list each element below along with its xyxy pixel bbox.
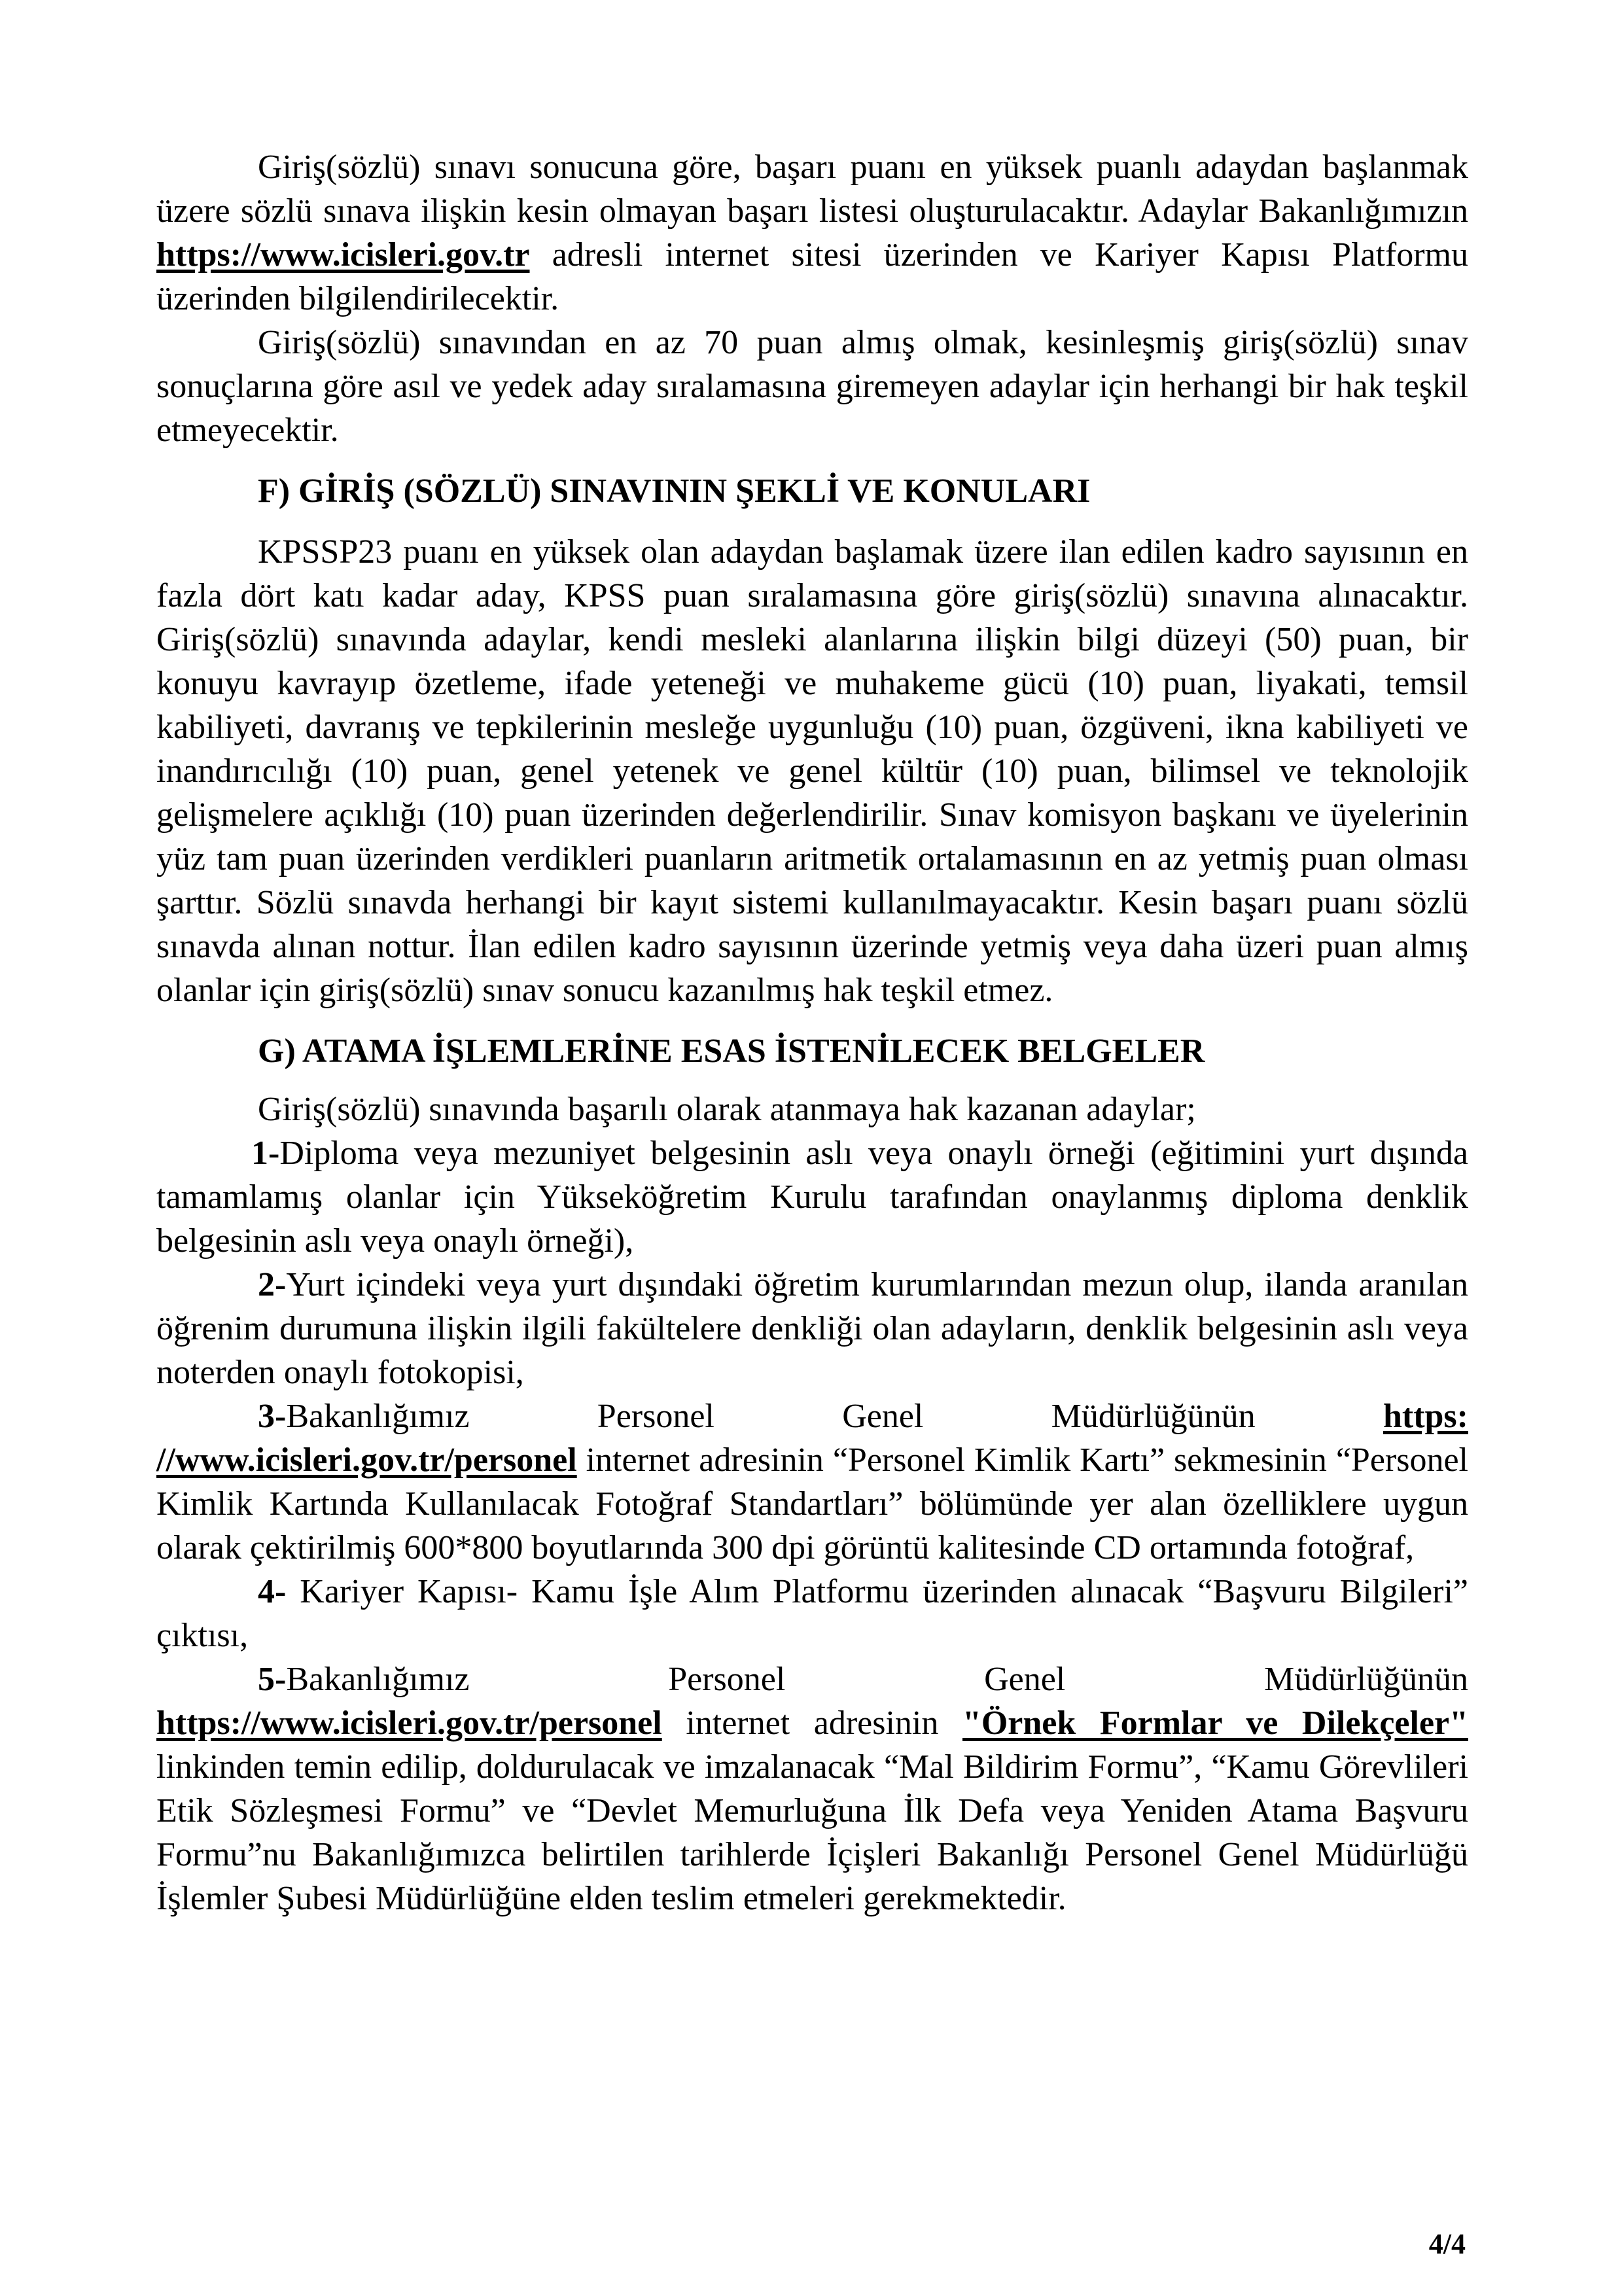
list-item-1 bbox=[156, 1131, 1468, 1263]
list-item-3 bbox=[156, 1394, 1468, 1570]
item-word: Bakanlığımız bbox=[286, 1661, 470, 1698]
list-item-4 bbox=[156, 1570, 1468, 1657]
item-number: 2- bbox=[258, 1266, 287, 1303]
item-text: Yurt içindeki veya yurt dışındaki öğretim kurumlarından mezun olup, ilanda aranılan öğrenim durumuna ilişkin ilgili fakültelere denkliği olan adayların, denklik belgesinin aslı veya noterden onaylı fotokopisi, bbox=[156, 1266, 1468, 1391]
item-text: Diploma veya mezuniyet belgesinin aslı veya onaylı örneği (eğitimini yurt dışında tamamlamış olanlar için Yükseköğretim Kurulu tarafından onaylanmış diploma denklik belgesinin aslı veya onaylı örneği), bbox=[156, 1135, 1468, 1260]
item-text: linkinden temin edilip, doldurulacak ve imzalanacak “Mal Bildirim Formu”, “Kamu Görevlileri Etik Sözleşmesi Formu” ve “Devlet Memurluğuna İlk Defa veya Yeniden Atama Başvuru Formu”nu Bakanlığımızca belirtilen tarihlerde İçişleri Bakanlığı Personel Genel Müdürlüğü İşlemler Şubesi Müdürlüğüne elden teslim etmeleri gerekmektedir. bbox=[156, 1748, 1468, 1917]
paragraph-intro-documents: Giriş(sözlü) sınavında başarılı olarak atanmaya hak kazanan adaylar; bbox=[258, 1091, 1196, 1128]
item-word: Müdürlüğünün bbox=[1263, 1661, 1468, 1698]
item-text: Kariyer Kapısı- Kamu İşle Alım Platformu üzerinden alınacak “Başvuru Bilgileri” çıktısı, bbox=[156, 1573, 1468, 1654]
item-word: Personel bbox=[597, 1398, 714, 1435]
item-word: Müdürlüğünün bbox=[1051, 1398, 1256, 1435]
item-number: 5- bbox=[258, 1661, 287, 1698]
item-text: internet adresinin bbox=[661, 1704, 962, 1742]
personel-link-part1[interactable]: https: bbox=[1383, 1398, 1468, 1435]
paragraph-text: adresli internet sitesi üzerinden ve Kariyer Kapısı Platformu üzerinden bilgilendirilecektir. bbox=[156, 236, 1468, 317]
heading-section-g: G) ATAMA İŞLEMLERİNE ESAS İSTENİLECEK BELGELER bbox=[258, 1033, 1205, 1070]
paragraph-exam-format: KPSSP23 puanı en yüksek olan adaydan başlamak üzere ilan edilen kadro sayısının en fazla dört katı kadar aday, KPSS puan sıralamasına göre giriş(sözlü) sınavına alınacaktır. Giriş(sözlü) sınavında adaylar, kendi mesleki alanlarına ilişkin bilgi düzeyi (50) puan, bir konuyu kavrayıp özetleme, ifade yeteneği ve muhakeme gücü (10) puan, liyakati, temsil kabiliyeti, davranış ve tepkilerinin mesleğe uygunluğu (10) puan, özgüveni, ikna kabiliyeti ve inandırıcılığı (10) puan, genel yetenek ve genel kültür (10) puan, bilimsel ve teknolojik gelişmelere açıklığı (10) puan üzerinden değerlendirilir. Sınav komisyon başkanı ve üyelerinin yüz tam puan üzerinden verdikleri puanların aritmetik ortalamasının en az yetmiş puan olması şarttır. Sözlü sınavda herhangi bir kayıt sistemi kullanılmayacaktır. Kesin başarı puanı sözlü sınavda alınan nottur. İlan edilen kadro sayısının üzerinde yetmiş veya daha üzeri puan almış olanlar için giriş(sözlü) sınav sonucu kazanılmış hak teşkil etmez. bbox=[156, 533, 1468, 1009]
paragraph-min-score: Giriş(sözlü) sınavından en az 70 puan almış olmak, kesinleşmiş giriş(sözlü) sınav sonuçlarına göre asıl ve yedek aday sıralamasına giremeyen adaylar için herhangi bir hak teşkil etmeyecektir. bbox=[156, 324, 1468, 449]
item-number: 1- bbox=[251, 1135, 280, 1172]
item-text: internet adresinin “Personel Kimlik Kartı” sekmesinin “Personel Kimlik Kartında Kullanılacak Fotoğraf Standartları” bölümünde yer alan özelliklere uygun olarak çektirilmiş 600*800 boyutlarında 300 dpi görüntü kalitesinde CD ortamında fotoğraf, bbox=[156, 1441, 1468, 1566]
personel-link[interactable]: https://www.icisleri.gov.tr/personel bbox=[156, 1704, 662, 1742]
page-number: 4/4 bbox=[1428, 2228, 1466, 2260]
personel-link-part2[interactable]: //www.icisleri.gov.tr/personel bbox=[156, 1441, 577, 1479]
item-number: 4- bbox=[258, 1573, 287, 1610]
item-5-first-line bbox=[156, 1657, 1468, 1701]
item-number: 3- bbox=[258, 1398, 287, 1435]
item-word: Personel bbox=[668, 1661, 786, 1698]
list-item-5 bbox=[156, 1657, 1468, 1920]
document-body bbox=[156, 145, 1468, 1920]
item-3-first-line bbox=[156, 1394, 1468, 1438]
heading-section-f: F) GİRİŞ (SÖZLÜ) SINAVININ ŞEKLİ VE KONULARI bbox=[258, 472, 1091, 510]
item-word: Genel bbox=[842, 1398, 924, 1435]
list-item-2 bbox=[156, 1263, 1468, 1394]
item-5-continuation bbox=[156, 1701, 1468, 1920]
item-3-continuation bbox=[156, 1438, 1468, 1570]
item-word: Genel bbox=[984, 1661, 1066, 1698]
item-word: Bakanlığımız bbox=[286, 1398, 470, 1435]
paragraph-text: Giriş(sözlü) sınavı sonucuna göre, başarı puanı en yüksek puanlı adaydan başlanmak üzere sözlü sınava ilişkin kesin olmayan başarı listesi oluşturulacaktır. Adaylar Bakanlığımızın bbox=[156, 149, 1468, 230]
paragraph-results bbox=[156, 145, 1468, 321]
icisleri-link[interactable]: https://www.icisleri.gov.tr bbox=[156, 236, 530, 274]
ornek-formlar-link[interactable]: "Örnek Formlar ve Dilekçeler" bbox=[962, 1704, 1468, 1742]
